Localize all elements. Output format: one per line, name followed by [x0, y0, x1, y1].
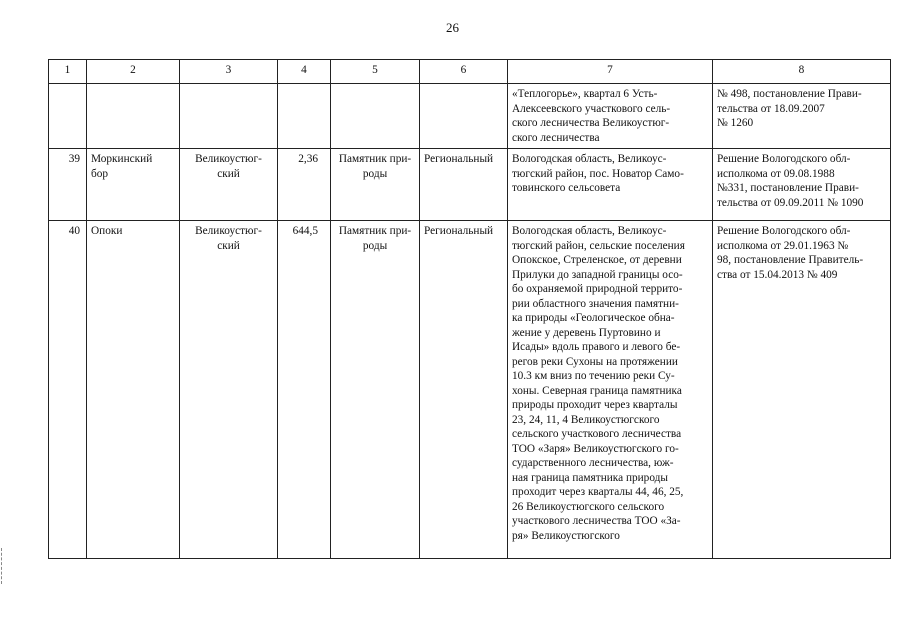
text-line: сударственного лесничества, юж-	[512, 457, 674, 469]
table-row	[49, 84, 891, 149]
text-line: тюгский район, сельские поселения	[512, 239, 685, 252]
text-line: ка природы «Геологическое обна-	[512, 312, 675, 324]
text-line: ная граница памятника природы	[512, 471, 668, 484]
text-line: Решение Вологодского обл-	[717, 153, 851, 165]
name-cell	[87, 149, 180, 221]
category-cell	[331, 149, 420, 221]
protected-areas-table	[48, 59, 891, 559]
text-line: Опокское, Стреленское, от деревни	[512, 254, 682, 266]
category-cell	[331, 84, 420, 149]
text-line: 26 Великоустюгского сельского	[512, 500, 665, 513]
significance-cell: Региональный	[420, 149, 508, 221]
text-line: «Теплогорье», квартал 6 Усть-	[512, 88, 658, 100]
district-cell	[180, 221, 278, 559]
text-line: товинского сельсовета	[512, 182, 621, 194]
header-row	[49, 60, 891, 84]
text-line: хоны. Северная граница памятника	[512, 384, 682, 397]
column-header: 7	[508, 60, 713, 84]
area-cell: 644,5	[278, 221, 331, 559]
text-line: бо охраняемой природной террито-	[512, 283, 683, 295]
text-line: Моркинский	[91, 153, 153, 165]
text-line: роды	[362, 239, 388, 252]
text-line: Вологодская область, Великоус-	[512, 225, 667, 237]
text-line: ства от 15.04.2013 № 409	[717, 268, 838, 281]
row-number-cell: 40	[49, 221, 87, 559]
table-row	[49, 149, 891, 221]
district-cell	[180, 149, 278, 221]
text-line: ский	[217, 239, 240, 252]
page-number: 26	[446, 20, 459, 35]
text-line: Прилуки до западной границы осо-	[512, 268, 683, 281]
text-line: №331, постановление Прави-	[717, 182, 859, 194]
text-line: 10.3 км вниз по течению реки Су-	[512, 370, 675, 382]
name-cell	[87, 84, 180, 149]
text-line: регов реки Сухоны на протяжении	[512, 355, 678, 368]
text-line: участкового лесничества ТОО «За-	[512, 515, 681, 527]
area-cell: 2,36	[278, 149, 331, 221]
location-cell	[508, 149, 713, 221]
text-line: Великоустюг-	[195, 153, 262, 165]
text-line: ского лесничества Великоустюг-	[512, 117, 670, 129]
row-number-cell	[49, 84, 87, 149]
category-cell	[331, 221, 420, 559]
text-line: Исады» вдоль правого и левого бе-	[512, 341, 681, 353]
column-header: 4	[278, 60, 331, 84]
text-line: проходит через кварталы 44, 46, 25,	[512, 486, 684, 498]
text-line: № 498, постановление Прави-	[717, 88, 862, 100]
text-line: Опоки	[91, 225, 123, 237]
text-line: тюгский район, пос. Новатор Само-	[512, 167, 684, 180]
text-line: ский	[217, 167, 240, 180]
text-line: 98, постановление Правитель-	[717, 254, 864, 266]
significance-cell: Региональный	[420, 221, 508, 559]
row-number-cell: 39	[49, 149, 87, 221]
district-cell	[180, 84, 278, 149]
text-line: Великоустюг-	[195, 225, 262, 237]
location-cell	[508, 84, 713, 149]
text-line: ТОО «Заря» Великоустюгского го-	[512, 442, 679, 455]
text-line: ря» Великоустюгского	[512, 529, 620, 542]
text-line: Решение Вологодского обл-	[717, 225, 851, 237]
text-line: тельства от 09.09.2011 № 1090	[717, 196, 864, 209]
column-header: 3	[180, 60, 278, 84]
name-cell	[87, 221, 180, 559]
text-line: роды	[362, 167, 388, 180]
column-header: 1	[49, 60, 87, 84]
text-line: сельского участкового лесничества	[512, 428, 682, 440]
text-line: жение у деревень Пуртовино и	[512, 326, 661, 339]
column-header: 8	[713, 60, 891, 84]
document-cell	[713, 149, 891, 221]
text-line: природы проходит через кварталы	[512, 399, 678, 411]
document-cell	[713, 221, 891, 559]
text-line: исполкома от 09.08.1988	[717, 167, 835, 180]
text-line: № 1260	[717, 117, 754, 129]
text-line: Памятник при-	[338, 225, 412, 237]
document-cell	[713, 84, 891, 149]
text-line: тельства от 18.09.2007	[717, 102, 825, 115]
text-line: Памятник при-	[338, 153, 412, 165]
text-line: Алексеевского участкового сель-	[512, 102, 671, 115]
text-line: рии областного значения памятни-	[512, 297, 679, 310]
text-line: ского лесничества	[512, 131, 600, 144]
text-line: исполкома от 29.01.1963 №	[717, 239, 849, 252]
scan-edge-marks	[1, 548, 6, 584]
text-line: Вологодская область, Великоус-	[512, 153, 667, 165]
text-line: бор	[91, 167, 109, 180]
column-header: 6	[420, 60, 508, 84]
significance-cell	[420, 84, 508, 149]
table-row	[49, 221, 891, 559]
column-header: 2	[87, 60, 180, 84]
location-cell	[508, 221, 713, 559]
area-cell	[278, 84, 331, 149]
column-header: 5	[331, 60, 420, 84]
text-line: 23, 24, 11, 4 Великоустюгского	[512, 413, 660, 426]
